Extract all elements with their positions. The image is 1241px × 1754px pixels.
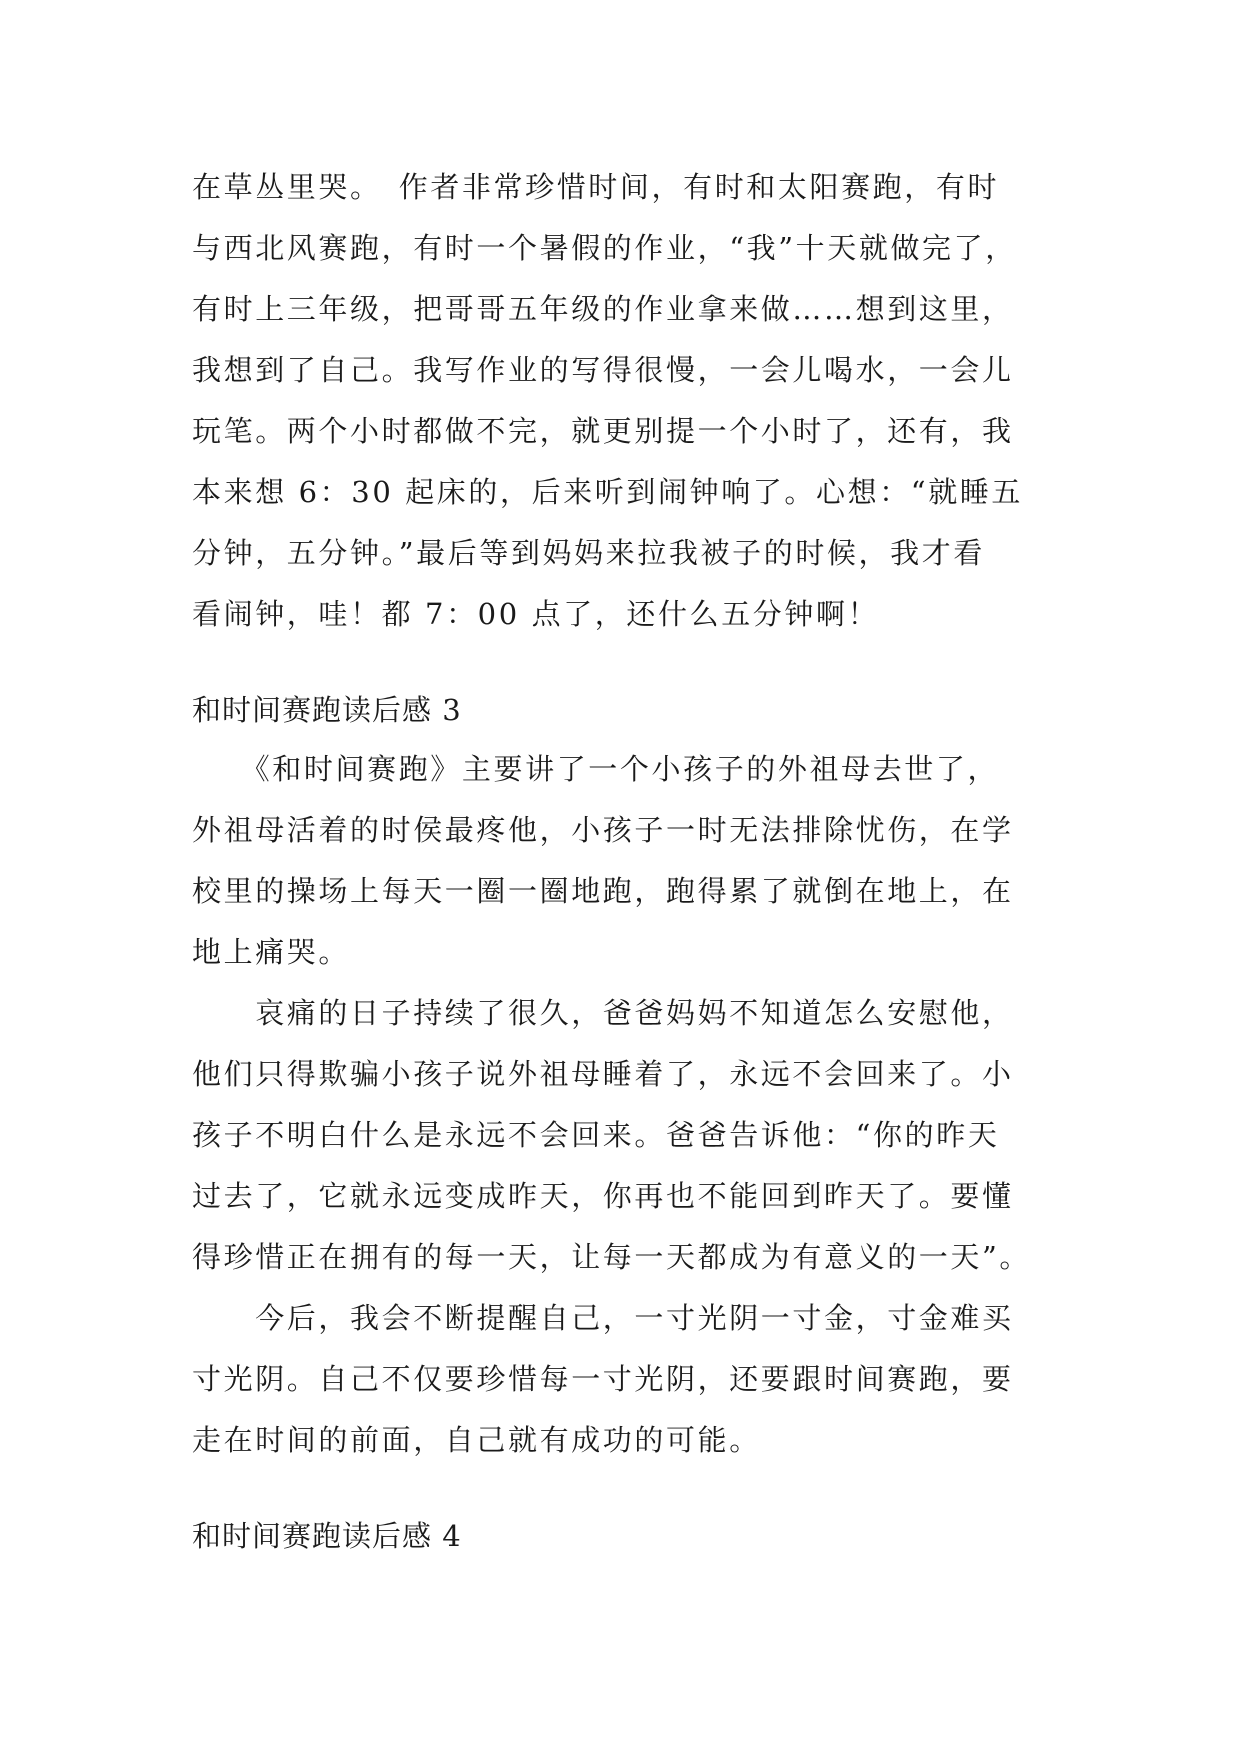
text-line: 哀痛的日子持续了很久，爸爸妈妈不知道怎么安慰他， xyxy=(192,996,1014,1030)
text-line: 与西北风赛跑，有时一个暑假的作业，“我”十天就做完了， xyxy=(192,231,1017,265)
text-line: 走在时间的前面，自己就有成功的可能。 xyxy=(192,1423,761,1457)
text-line: 校里的操场上每天一圈一圈地跑，跑得累了就倒在地上，在 xyxy=(192,874,1014,908)
text-line: 有时上三年级，把哥哥五年级的作业拿来做……想到这里， xyxy=(192,292,1014,326)
text-line: 我想到了自己。我写作业的写得很慢，一会儿喝水，一会儿 xyxy=(192,353,1014,387)
text-line: 得珍惜正在拥有的每一天，让每一天都成为有意义的一天”。 xyxy=(192,1240,1032,1274)
text-line: 《和时间赛跑》主要讲了一个小孩子的外祖母去世了， xyxy=(192,752,1000,786)
text-line: 过去了，它就永远变成昨天，你再也不能回到昨天了。要懂 xyxy=(192,1179,1014,1213)
text-line: 本来想 6：30 起床的，后来听到闹钟响了。心想：“就睡五 xyxy=(192,475,1024,509)
text-line: 地上痛哭。 xyxy=(192,935,351,969)
text-line: 寸光阴。自己不仅要珍惜每一寸光阴，还要跟时间赛跑，要 xyxy=(192,1362,1014,1396)
text-line: 孩子不明白什么是永远不会回来。爸爸告诉他：“你的昨天 xyxy=(192,1118,1000,1152)
section-heading: 和时间赛跑读后感 4 xyxy=(192,1519,462,1553)
text-line: 他们只得欺骗小孩子说外祖母睡着了，永远不会回来了。小 xyxy=(192,1057,1014,1091)
text-line: 玩笔。两个小时都做不完，就更别提一个小时了，还有，我 xyxy=(192,414,1014,448)
text-line: 分钟，五分钟。”最后等到妈妈来拉我被子的时候，我才看 xyxy=(192,536,985,570)
text-line: 看闹钟，哇！都 7：00 点了，还什么五分钟啊！ xyxy=(192,597,880,631)
text-line: 今后，我会不断提醒自己，一寸光阴一寸金，寸金难买 xyxy=(192,1301,1014,1335)
text-line: 在草丛里哭。 作者非常珍惜时间，有时和太阳赛跑，有时 xyxy=(192,170,1000,204)
text-line: 外祖母活着的时侯最疼他，小孩子一时无法排除忧伤，在学 xyxy=(192,813,1014,847)
section-heading: 和时间赛跑读后感 3 xyxy=(192,693,462,727)
